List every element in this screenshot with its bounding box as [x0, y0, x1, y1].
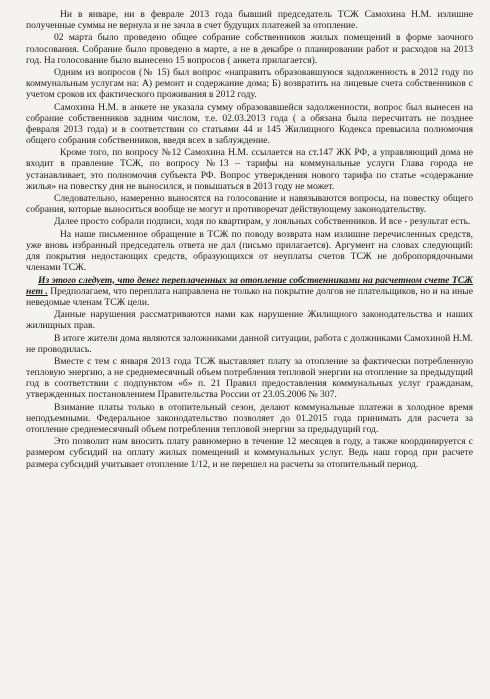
- paragraph: Взимание платы только в отопительный сезон, делают коммунальные платежи в холодное время неподъемными. Федеральное законодательство позволяет до 01.2015 года принимать для расчета за отопление среднемесячный объем потребления тепловой энергии за предыдущий год.: [26, 401, 473, 435]
- paragraph: Кроме того, по вопросу №12 Самохина Н.М. ссылается на ст.147 ЖК РФ, а управляющий дома не входит в правление ТСЖ, по вопросу №13 – тарифы на коммунальные услуги Глава города не устанавливает, это полномочия субъекта РФ. Вопрос утверждения нового тарифа по статье «содержание жилья» на повестку дня не выносился, и повышаться в 2013 году не может.: [26, 147, 473, 192]
- highlighted-conclusion: Из этого следует, что денег переплаченных за отопление собственниками на расчетном счете ТСЖ нет .: [26, 274, 473, 297]
- paragraph: На наше письменное обращение в ТСЖ по поводу возврата нам излишне перечисленных средств, уже вновь избранный председатель ответа не дал (письмо прилагается). Аргумент на словах следующий: для покрытия недостающих средств, образующихся от неуплаты счетов ТСЖ не добропорядочными членами ТСЖ.: [26, 228, 473, 274]
- paragraph: В итоге жители дома являются заложниками данной ситуации, работа с должниками Самохиной Н.М. не проводилась.: [26, 332, 473, 355]
- paragraph: Следовательно, намеренно выносятся на голосование и навязываются вопросы, на повестку общего собрания, которые выноситься вообще не могут и противоречат действующему законодательству.: [26, 192, 473, 216]
- paragraph: Далее просто собрали подписи, ходя по квартирам, у лояльных собственников. И все - результат есть.: [54, 216, 471, 228]
- paragraph: Самохина Н.М. в анкете не указала сумму образовавшейся задолженности, вопрос был вынесен на собрание собственников задним числом, т.е. 02.03.2013 года ( а обязана была пересчитать не позднее февраля 2013 года) и в соответствии со статьями 44 и 145 Жилищного Кодекса превысила полномочия общего собрания собственников, введя всех в заблуждение.: [26, 101, 473, 146]
- paragraph: Ни в январе, ни в феврале 2013 года бывший председатель ТСЖ Самохина Н.М. излишне полученные суммы не вернула и не зачла в счет будущих платежей за отопление.: [26, 9, 473, 32]
- paragraph: [26, 275, 473, 308]
- paragraph: Вместе с тем с января 2013 года ТСЖ выставляет плату за отопление за фактически потребленную тепловую энергию, а не среднемесячный объем потребления тепловой энергии на отопление за предыдущий год в соответствии с подпунктом «б» п. 21 Правил предоставления коммунальных услуг гражданам, утвержденных постановлением Правительства России от 23.05.2006 № 307.: [26, 356, 473, 401]
- paragraph-continuation: Предполагаем, что переплата направлена не только на покрытие долгов не плательщиков, но и на иные неведомые членам ТСЖ цели.: [26, 285, 473, 308]
- paragraph: 02 марта было проведено общее собрание собственников жилых помещений в форме заочного голосования. Собрание было проведено в марте, а не в декабре о планировании работ и расходов на 2013 год. На голосование было вынесено 15 вопросов ( анкета прилагается).: [26, 32, 473, 66]
- paragraph: Одним из вопросов (№ 15) был вопрос «направить образовавшуюся задолженность в 2012 году по коммунальным услугам на: А) ремонт и содержание дома; Б) возвратить на лицевые счета собственников с учетом сроков их фактического проживания в 2012 году.: [26, 67, 473, 101]
- paragraph: Это позволит нам вносить плату равномерно в течение 12 месяцев в году, а также координируется с размером субсидий на оплату жилых помещений и коммунальных услуг. Ведь наш город при расчете размера субсидий учитывает отопление 1/12, и не перешел на расчеты за отопительный период.: [26, 436, 473, 470]
- paragraph: Данные нарушения рассматриваются нами как нарушение Жилищного законодательства и наших жилищных прав.: [26, 309, 473, 332]
